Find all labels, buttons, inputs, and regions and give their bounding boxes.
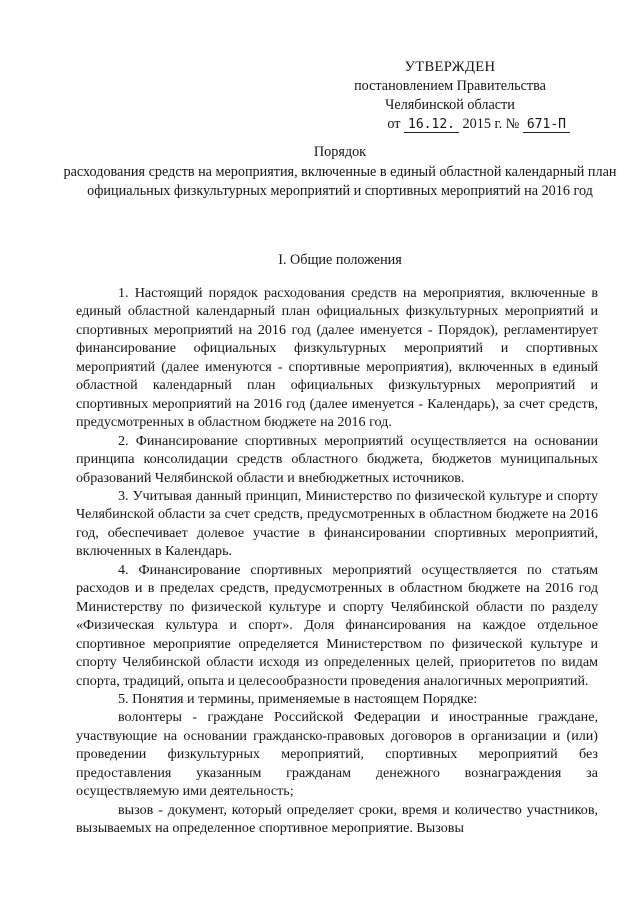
paragraph-3: 3. Учитывая данный принцип, Министерство по физической культуре и спорту Челябинской области за счет средств, предусмотренных в областном бюджете на 2016 год, обеспечивает долевое участие в финансировании спортивных мероприятий, включенных в Календарь. xyxy=(76,487,598,560)
approval-date-line xyxy=(330,115,570,134)
paragraph-2: 2. Финансирование спортивных мероприятий осуществляется на основании принципа консолидации средств областного бюджета, бюджетов муниципальных образований Челябинской области и внебюджетных источников. xyxy=(76,432,598,486)
approval-line-2: Челябинской области xyxy=(385,97,515,113)
definition-call: вызов - документ, который определяет сроки, время и количество участников, вызываемых на определенное спортивное мероприятие. Вызовы xyxy=(76,801,598,837)
date-prefix: от xyxy=(387,116,401,132)
approval-line-1: постановлением Правительства xyxy=(354,78,546,94)
section-heading: I. Общие положения xyxy=(278,252,402,268)
resolution-number: 671-П xyxy=(523,117,570,133)
document-subtitle: расходования средств на мероприятия, включенные в единый областной календарный план официальных физкультурных мероприятий и спортивных мероприятий на 2016 год xyxy=(63,163,617,199)
document-title-block xyxy=(60,143,620,202)
date-value: 16.12. xyxy=(404,117,459,133)
document-heading: Порядок xyxy=(313,144,367,160)
approval-stamp: УТВЕРЖДЕН xyxy=(404,59,496,75)
approval-stamp-block xyxy=(330,58,570,134)
document-body xyxy=(76,284,598,838)
year-number-text: 2015 г. № xyxy=(462,116,520,132)
paragraph-4: 4. Финансирование спортивных мероприятий осуществляется по статьям расходов и в пределах средств, предусмотренных в областном бюджете на 2016 год Министерству по физической культуре и спорту Челябинской области по разделу «Физическая культура и спорт». Доля финансирования на каждое отдельное спортивное мероприятие определяется Министерством по физической культуре и спорту Челябинской области исходя из определенных целей, приоритетов по видам спорта, традиций, опыта и целесообразности проведения аналогичных мероприятий. xyxy=(76,561,598,689)
paragraph-5: 5. Понятия и термины, применяемые в настоящем Порядке: xyxy=(118,690,478,707)
paragraph-1: 1. Настоящий порядок расходования средств на мероприятия, включенные в единый областной календарный план официальных физкультурных мероприятий и спортивных мероприятий на 2016 год (далее именуется - Порядок), регламентирует финансирование официальных физкультурных мероприятий и спортивных мероприятий (далее именуются - спортивные мероприятия), включенных в единый областной календарный план официальных физкультурных мероприятий и спортивных мероприятий на 2016 год (далее именуется - Календарь), за счет средств, предусмотренных в областном бюджете на 2016 год. xyxy=(76,285,598,431)
definition-volunteers: волонтеры - граждане Российской Федерации и иностранные граждане, участвующие на основании гражданско-правовых договоров в организации и (или) проведении физкультурных мероприятий, спортивных мероприятий без предоставления указанным гражданам денежного вознаграждения за осуществляемую ими деятельность; xyxy=(76,709,598,800)
